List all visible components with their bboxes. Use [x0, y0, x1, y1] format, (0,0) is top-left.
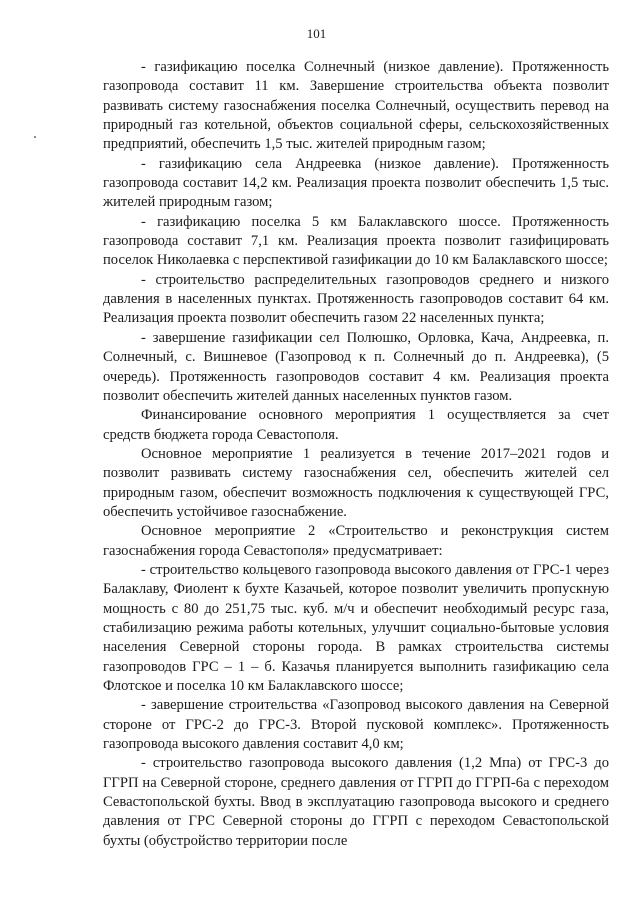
page-number: 101 — [306, 26, 327, 41]
paragraph-distribution-pipelines: - строительство распределительных газопроводов среднего и низкого давления в населенных пунктах. Протяженность газопроводов составит 64 км. Реализация проекта позволит обеспечить газом 22 населенных пункта; — [103, 271, 609, 327]
margin-mark — [34, 136, 36, 138]
paragraph-north-side-pipeline: - завершение строительства «Газопровод высокого давления на Северной стороне от ГРС-2 до ГРС-3. Второй пусковой комплекс». Протяженность газопровода высокого давления составит 4,0 км; — [103, 697, 609, 753]
body-text — [103, 58, 609, 851]
paragraph-completion-villages: - завершение газификации сел Полюшко, Орловка, Кача, Андреевка, п. Солнечный, с. Вишневое (Газопровод к п. Солнечный до п. Андреевка), (5 очередь). Протяженность газопроводов составит 4 км. Реализация проекта позволит обеспечить жителей данных населенных пунктов газом. — [103, 329, 609, 404]
paragraph-gasification-andreevka: - газификацию села Андреевка (низкое давление). Протяженность газопровода составит 14,2 км. Реализация проекта позволит обеспечить 1,5 тыс. жителей природным газом; — [103, 155, 609, 211]
paragraph-gasification-solnechny: - газификацию поселка Солнечный (низкое давление). Протяженность газопровода составит 11 км. Завершение строительства объекта позволит развивать систему газоснабжения поселка Солнечный, осуществить перевод на природный газ котельной, объектов социальной сферы, сельскохозяйственных предприятий, обеспечить 1,5 тыс. жителей природным газом; — [103, 59, 609, 153]
paragraph-high-pressure-pipeline: - строительство газопровода высокого давления (1,2 Мпа) от ГРС-3 до ГГРП на Северной стороне, среднего давления от ГГРП до ГГРП-6а с переходом Севастопольской бухты. Ввод в эксплуатацию газопровода высокого и среднего давления от ГРС Северной стороны до ГГРП с переходом Севастопольской бухты (обустройство территории после — [103, 755, 609, 849]
paragraph-ring-pipeline: - строительство кольцевого газопровода высокого давления от ГРС-1 через Балаклаву, Фиолент к бухте Казачьей, которое позволит увеличить пропускную мощность с 80 до 251,75 тыс. куб. м/ч и обеспечит необходимый ресурс газа, стабилизацию режима работы котельных, улучшит социально-бытовые условия населения Северной стороны города. В рамках строительства системы газопроводов ГРС – 1 – б. Казачья планируется выполнить газификацию села Флотское и поселка 10 км Балаклавского шоссе; — [103, 561, 609, 694]
paragraph-measure-1-period: Основное мероприятие 1 реализуется в течение 2017–2021 годов и позволит развивать систему газоснабжения сел, обеспечить жителей сел природным газом, обеспечит возможность подключения к существующей ГРС, обеспечить устойчивое газоснабжение. — [103, 445, 609, 520]
paragraph-financing: Финансирование основного мероприятия 1 осуществляется за счет средств бюджета города Севастополя. — [103, 407, 609, 443]
paragraph-gasification-balaklava-5km: - газификацию поселка 5 км Балаклавского шоссе. Протяженность газопровода составит 7,1 км. Реализация проекта позволит газифицировать поселок Николаевка с перспективой газификации до 10 км Балаклавского шоссе; — [103, 213, 609, 269]
paragraph-measure-2-title: Основное мероприятие 2 «Строительство и реконструкция систем газоснабжения города Севастополя» предусматривает: — [103, 523, 609, 559]
